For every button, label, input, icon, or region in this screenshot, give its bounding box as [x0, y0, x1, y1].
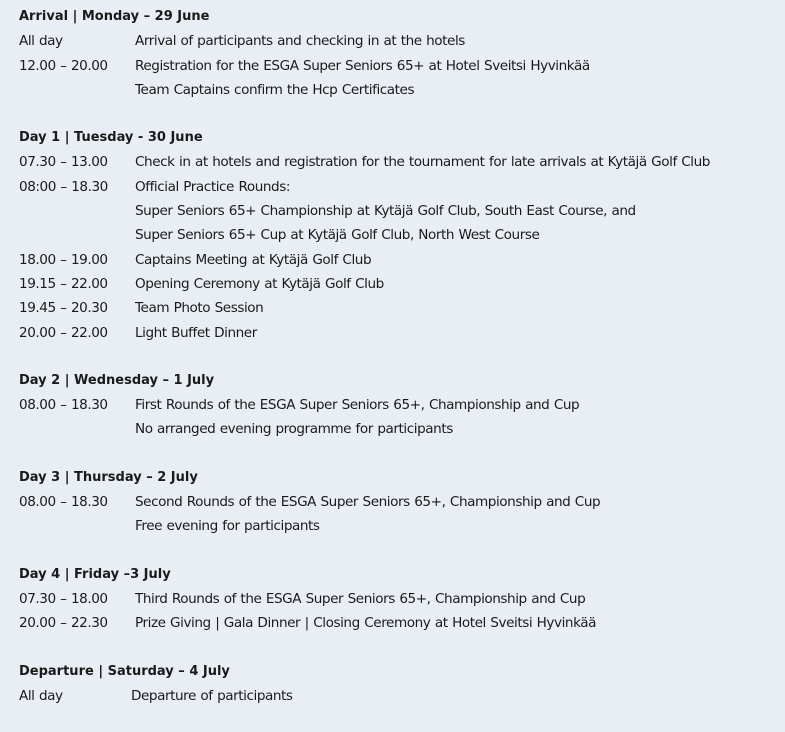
row-description: First Rounds of the ESGA Super Seniors 65+, Championship and Cup — [135, 397, 580, 414]
row-description: Free evening for participants — [135, 518, 320, 535]
row-time: 12.00 – 20.00 — [19, 57, 108, 74]
row-time — [19, 199, 135, 223]
row-time: All day — [19, 687, 63, 704]
schedule-row — [19, 296, 779, 320]
schedule-row — [19, 514, 779, 538]
row-time: All day — [19, 33, 63, 50]
section-heading: Day 4 | Friday –3 July — [19, 566, 171, 582]
row-description: Super Seniors 65+ Cup at Kytäjä Golf Club, North West Course — [135, 227, 540, 244]
row-description: Prize Giving | Gala Dinner | Closing Ceremony at Hotel Sveitsi Hyvinkää — [135, 615, 597, 632]
section-departure — [19, 660, 779, 709]
row-description: Super Seniors 65+ Championship at Kytäjä Golf Club, South East Course, and — [135, 203, 636, 220]
schedule-row — [19, 490, 779, 514]
schedule-row — [19, 150, 779, 174]
schedule-row — [19, 54, 779, 78]
row-time — [19, 514, 135, 538]
section-heading: Departure | Saturday – 4 July — [19, 663, 230, 679]
row-description: No arranged evening programme for participants — [135, 421, 453, 438]
row-description: Official Practice Rounds: — [135, 178, 290, 195]
section-arrival — [19, 5, 779, 102]
row-description: Captains Meeting at Kytäjä Golf Club — [135, 251, 372, 268]
row-description: Departure of participants — [131, 687, 293, 704]
schedule-row — [19, 321, 779, 345]
schedule-row — [19, 417, 779, 441]
section-day-2 — [19, 369, 779, 442]
section-heading: Arrival | Monday – 29 June — [19, 9, 210, 24]
schedule-row — [19, 223, 779, 247]
row-time — [19, 417, 135, 441]
row-description: Registration for the ESGA Super Seniors 65+ at Hotel Sveitsi Hyvinkää — [135, 57, 590, 74]
row-description: Check in at hotels and registration for the tournament for late arrivals at Kytäjä Golf Club — [135, 154, 710, 171]
section-day-1 — [19, 126, 779, 345]
row-time: 19.45 – 20.30 — [19, 300, 108, 317]
row-time — [19, 78, 135, 102]
schedule-row — [19, 29, 779, 53]
section-day-3 — [19, 466, 779, 539]
schedule-row — [19, 175, 779, 199]
section-heading: Day 3 | Thursday – 2 July — [19, 469, 198, 485]
schedule-row — [19, 272, 779, 296]
schedule-row — [19, 587, 779, 611]
row-description: Light Buffet Dinner — [135, 324, 257, 341]
row-time: 08.00 – 18.30 — [19, 494, 108, 511]
row-time: 20.00 – 22.30 — [19, 615, 108, 632]
row-description: Third Rounds of the ESGA Super Seniors 65+, Championship and Cup — [135, 590, 586, 607]
row-time: 07.30 – 13.00 — [19, 154, 108, 171]
schedule-row — [19, 684, 779, 708]
row-description: Team Photo Session — [135, 300, 264, 317]
row-time: 08:00 – 18.30 — [19, 178, 108, 195]
row-description: Team Captains confirm the Hcp Certificates — [135, 81, 415, 98]
row-time: 20.00 – 22.00 — [19, 324, 108, 341]
row-description: Second Rounds of the ESGA Super Seniors 65+, Championship and Cup — [135, 494, 601, 511]
row-description: Arrival of participants and checking in at the hotels — [135, 33, 465, 50]
row-time — [19, 223, 135, 247]
row-time: 18.00 – 19.00 — [19, 251, 108, 268]
row-description: Opening Ceremony at Kytäjä Golf Club — [135, 275, 384, 292]
row-time: 07.30 – 18.00 — [19, 590, 108, 607]
row-time: 19.15 – 22.00 — [19, 275, 108, 292]
section-heading: Day 1 | Tuesday - 30 June — [19, 130, 203, 146]
schedule — [19, 5, 779, 732]
section-heading: Day 2 | Wednesday – 1 July — [19, 372, 215, 388]
section-day-4 — [19, 563, 779, 636]
schedule-row — [19, 611, 779, 635]
schedule-row — [19, 248, 779, 272]
schedule-row — [19, 393, 779, 417]
schedule-row — [19, 78, 779, 102]
row-time: 08.00 – 18.30 — [19, 397, 108, 414]
schedule-row — [19, 199, 779, 223]
